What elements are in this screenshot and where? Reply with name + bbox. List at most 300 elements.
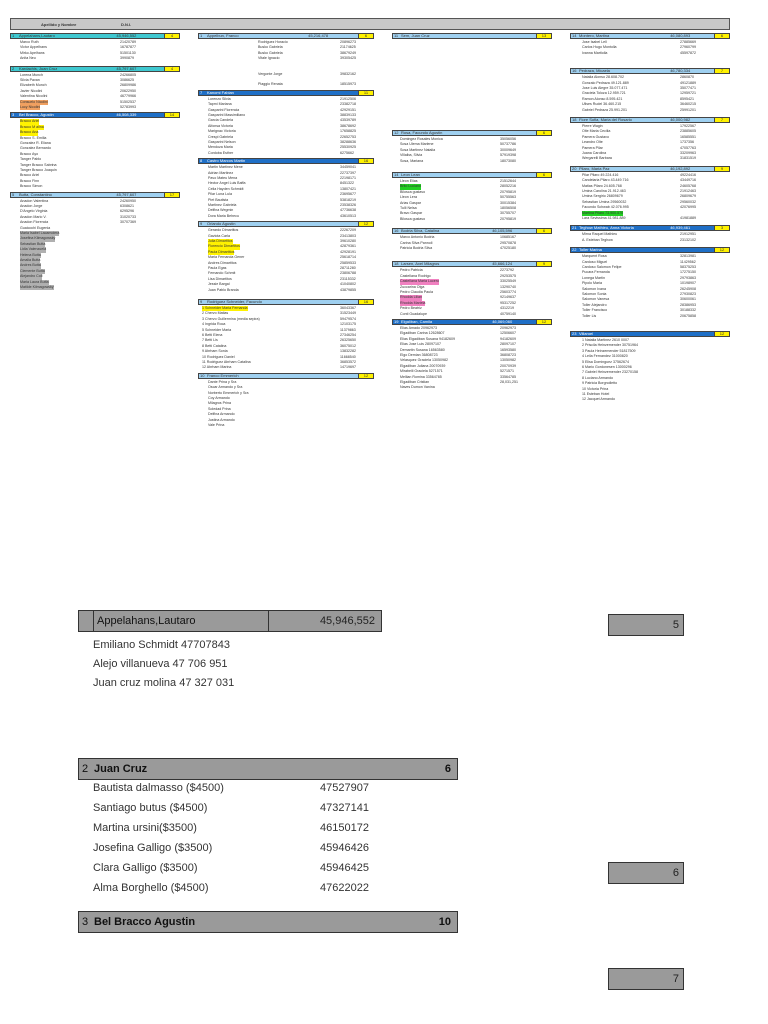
col_b-g3-count: 16	[358, 158, 374, 164]
col_d-g5_dnis-0: 21912951	[680, 232, 696, 237]
col_b-g3_items-2: Pavo Mateu Mena	[208, 176, 238, 180]
col_c-g4_dnis-2: 47025180	[500, 246, 516, 250]
col_d-g7-count: 12	[714, 331, 730, 337]
col_c-g3_items-2: Bilosca gustavo	[400, 189, 426, 194]
col_d-g7_items-9: 10 Victoria Prina	[582, 386, 609, 391]
col_d-g2_items-4: Ramon Alonso 8.595.421	[582, 96, 623, 101]
col_c-g6-bar[interactable]	[392, 319, 552, 325]
col_d-g5-name: Teghow Mathieu, Anna Victoria	[579, 225, 634, 231]
col_d-g5-bar[interactable]	[570, 225, 730, 231]
col_b-g3_items-6: Piet Bautista	[208, 197, 229, 202]
col_d-g3-name: Fiore Sofia, Maria del Rosario	[579, 117, 632, 122]
col_c-g6_items-9: Mellian Romina 33564785	[400, 374, 442, 379]
col_c-g5-dni: 45,666,124	[492, 261, 513, 267]
col_d-g3_items-3: Leandro Olte	[582, 140, 603, 145]
col_d-g5-count: 3	[714, 225, 730, 231]
col_a-g4_items-14: Alejandro Coll	[20, 274, 43, 279]
col_a-g3_items-10: Bracco Ariel	[20, 173, 40, 178]
col_a-g3-count: 14	[164, 112, 180, 118]
col_b-g1_extra-0: Vergonte Jorge	[258, 71, 283, 76]
col_c-g1-bar[interactable]	[392, 33, 552, 39]
col_b-g1_extra-2: Plaggio Renata	[258, 82, 283, 87]
col_d-g3_dnis-3: 1737356	[680, 140, 694, 145]
col_c-g6_items-3: Elias Jose Luis 28097107	[400, 342, 441, 347]
col_b-g2_dnis-8: 38288636	[340, 140, 356, 144]
col_d-g4_dnis-2: 24605768	[680, 183, 696, 188]
col_c-g6_items-10: Elgadiban Cristian	[400, 380, 430, 384]
col_c-g2-name: Rosa, Facundo Agustin	[401, 130, 443, 135]
col_b-g2_dnis-0: 21912506	[340, 96, 356, 101]
col_d-g7_items-11: 12 Jacquet Armando	[582, 397, 615, 402]
col_b-g3_dnis-1: 22737397	[340, 170, 356, 175]
col_d-g6_dnis-9: 28386953	[680, 302, 696, 307]
col_b-g3_dnis-0: 34459041	[340, 165, 356, 170]
col_d-g7-bar[interactable]	[570, 331, 730, 337]
header-dni: D.N.I.	[121, 22, 132, 27]
col_c-g3_dnis-7: 20795819	[500, 216, 516, 221]
col_a-g4_items-15: Maria Laura Butta	[20, 279, 49, 284]
zoom-group-1-num-cell	[78, 610, 94, 632]
col_d-g4_dnis-1: 43449716	[680, 178, 696, 183]
col_c-g4-bar[interactable]	[392, 228, 552, 234]
col_d-g7_items-2: 3 Paula Heinzemender 51817509	[582, 348, 636, 353]
col_a-g4_dnis-4: 30707369	[120, 220, 136, 225]
col_b-g4_dnis-6: 25859533	[340, 260, 356, 265]
col_d-g5_items-0: Mirna Raquel Mathieu	[582, 232, 618, 237]
col_c-g5_dnis-2: 33025549	[500, 279, 516, 284]
col_c-g2_items-2: Sosa Martinez Natalia	[400, 147, 436, 152]
col_c-g6_dnis-8: 5271571	[500, 369, 514, 374]
col_b-g4_items-2: Julia Dimartitos	[208, 239, 233, 243]
col_b-g4_dnis-8: 23806788	[340, 271, 356, 276]
col_b-g2_dnis-1: 23382718	[340, 102, 356, 107]
col_a-g3_items-9: Tanger Bracco Joaquin	[20, 168, 57, 172]
col_c-g3-bar[interactable]	[392, 172, 552, 178]
col_b-g6_items-5: Soledad Prina	[208, 406, 231, 411]
col_d-g4_items-1: Candelaria Pilaro 43.449.716	[582, 178, 629, 183]
col_b-g4_dnis-5: 25618714	[340, 255, 356, 260]
col_a-g2_items-4: Valentina Nicolini	[20, 94, 48, 99]
col_b-g1_items-1: Busko Gabriela	[258, 45, 283, 50]
col_a-g1-num: 1	[12, 33, 15, 38]
col_a-g2-num: 2	[12, 65, 15, 71]
col_d-g1-num: 14	[572, 33, 577, 38]
col_b-g2_dnis-3: 38839133	[340, 113, 356, 117]
col_b-g4_items-7: Paula Egas	[208, 266, 227, 270]
col_b-g2-num: 7	[200, 89, 203, 95]
col_c-g5_items-1: Castellana Rodrigo	[400, 273, 431, 278]
col_b-g2_dnis-6: 17658825	[340, 129, 356, 134]
col_b-g5_dnis-8: 13832282	[340, 349, 356, 354]
col_c-g3_items-1: Brito Luciano	[400, 184, 421, 189]
col_c-g3_items-5: Tulli Nelsa	[400, 206, 417, 210]
col_d-g4_items-5: Sebastian Umina 29560032	[582, 199, 627, 204]
col_c-g3_items-6: Bravo Gaspar	[400, 211, 423, 216]
col_d-g6_dnis-7: 27930823	[680, 292, 696, 296]
col_a-g4_items-16: Matilde Kilmagowsky	[20, 285, 54, 289]
col_d-g1_dnis-1: 27960799	[680, 45, 696, 50]
col_d-g4_dnis-5: 29560032	[680, 199, 696, 204]
col_d-g4_items-8: Lara Sevissima 41.981.889	[582, 216, 626, 220]
col_c-g4_items-0: Marco Antonio Bodria	[400, 235, 435, 240]
col_b-g3-bar[interactable]	[198, 158, 374, 164]
col_b-g2-name: Kanomi Fabian	[207, 89, 234, 95]
col_a-g2-name: Kardachis, Juan Cruz	[19, 65, 58, 71]
col_a-g3_items-2: Bracco Ana	[20, 130, 39, 135]
col_c-g6-dni: 46,069,060	[492, 319, 513, 324]
col_c-g3_dnis-5: 18056508	[500, 206, 516, 210]
col_c-g2_dnis-2: 30009649	[500, 147, 516, 152]
col_a-g2_items-6: Lucy Nicolini	[20, 105, 41, 109]
col_c-g3_dnis-0: 21512644	[500, 179, 516, 183]
zoom-group-3-num: 3	[82, 916, 89, 928]
col_b-g2_items-0: Lorenzo Silvia	[208, 96, 231, 101]
col_d-g4_dnis-3: 21912463	[680, 189, 696, 193]
col_d-g6_dnis-0: 32813981	[680, 254, 696, 259]
header-name: Apellido y Nombre	[41, 22, 77, 27]
col_a-g3-bar[interactable]	[10, 112, 180, 118]
col_d-g1_dnis-0: 27885669	[680, 40, 696, 44]
col_a-g2_items-1: Silvia Pavan	[20, 78, 40, 82]
col_d-g3-bar[interactable]	[570, 117, 730, 123]
col_b-g5_items-7: 8 Betti Catalina	[202, 343, 227, 348]
col_b-g4_dnis-1: 23413803	[340, 233, 356, 238]
col_d-g6_items-1: Cardoso Miguel	[582, 259, 608, 264]
col_b-g3_dnis-2: 22198171	[340, 176, 356, 180]
zoom-g2-item-5: Alma Borghello ($4500)	[93, 882, 209, 894]
col_b-g2_items-3: Gasparini Massimiliano	[208, 113, 246, 117]
col_b-g4_items-6: Andres Dimartitos	[208, 260, 237, 265]
col_c-g3-count: 6	[536, 172, 552, 178]
col_b-g4-bar[interactable]	[198, 221, 374, 227]
col_b-g4_dnis-0: 22267209	[340, 228, 356, 233]
col_c-g5_items-8: Conti Guadalupe	[400, 311, 427, 316]
col_b-g3_dnis-7: 23538326	[340, 203, 356, 207]
col_d-g7-num: 23	[572, 331, 577, 336]
col_c-g6_items-8: Mirabelli Graciela 5271571	[400, 369, 443, 374]
col_c-g5_items-7: Pedro Beatriz	[400, 306, 422, 311]
col_d-g6_dnis-6: 26245908	[680, 286, 696, 291]
col_d-g4_items-7: Martina Pilaro 73.900.570	[582, 210, 624, 215]
zoom-group-3-count: 10	[438, 916, 451, 928]
col_d-g3_dnis-4: 47057763	[680, 145, 696, 150]
col_b-g3_items-5: Pilar Luna Lula	[208, 192, 232, 197]
col_b-g1_extra_dnis-2: 18515973	[340, 82, 356, 87]
col_d-g3-dni: 46,000,982	[670, 117, 691, 122]
col_a-g1_dnis-0: 21420789	[120, 40, 136, 44]
col_b-g4_items-8: Fernando Schmit	[208, 271, 236, 276]
sheet-header	[10, 18, 730, 30]
col_b-g6_items-7: Justina Armando	[208, 417, 235, 422]
col_c-g5_items-6: Rhodda Mariela	[400, 300, 426, 305]
zoom-g2-item-2: Martina ursini($3500)	[93, 822, 197, 834]
col_d-g2_items-1: Gonzalo Pedraza 49.121.889	[582, 80, 629, 85]
col_c-g2-count: 6	[536, 130, 552, 136]
col_d-g6_items-2: Cardoso Salomon Felipe	[582, 265, 622, 269]
col_c-g6_items-7: Elgadiban Juliana 20070939	[400, 363, 446, 368]
zoom-group-2-bar[interactable]	[78, 758, 458, 780]
col_b-g5-bar[interactable]	[198, 299, 374, 305]
col_c-g2_dnis-0: 35056056	[500, 137, 516, 141]
zoom-g2-dni-5: 47622022	[320, 882, 369, 894]
spreadsheet-thumbnail	[10, 18, 730, 427]
col_c-g3_dnis-3: 50755563	[500, 195, 516, 200]
col_d-g7_items-1: 2 Priscila Heinzemender 30751964	[582, 343, 638, 348]
col_b-g5_items-10: 11 Rodriguez Abrham Catalina	[202, 360, 251, 364]
col_b-g2_items-9: Mendoza Maria	[208, 145, 233, 150]
col_d-g3_dnis-0: 17922567	[680, 124, 696, 128]
col_d-g4-count: 9	[714, 166, 730, 172]
col_d-g6-count: 12	[714, 247, 730, 253]
col_d-g4_dnis-4: 26809679	[680, 194, 696, 199]
col_b-g2_dnis-5: 38678692	[340, 123, 356, 128]
col_d-g6-num: 22	[572, 247, 577, 253]
col_d-g6_items-8: Salomon Vanesa	[582, 297, 610, 302]
col_d-g1-bar[interactable]	[570, 33, 730, 39]
col_d-g6_dnis-10: 30188332	[680, 308, 696, 313]
col_b-g2_dnis-7: 22652753	[340, 134, 356, 139]
col_c-g6-name: Elgaliban, Camila	[401, 319, 433, 324]
col_d-g6_dnis-2: 58375253	[680, 265, 696, 269]
col_c-g4_items-1: Carina Silva Pannoli	[400, 240, 433, 245]
col_d-g4-num: 20	[572, 165, 577, 171]
col_a-g1_dnis-3: 3990879	[120, 56, 134, 61]
col_d-g1_dnis-2: 45597872	[680, 50, 696, 55]
col_b-g5_dnis-2: 59479574	[340, 316, 356, 321]
col_a-g1-name: Appelahans,Lautaro	[19, 33, 55, 38]
col_c-g5-count: 9	[536, 261, 552, 267]
col_c-g5-num: 18	[394, 261, 399, 267]
col_c-g6_dnis-10: 28,031,251	[500, 380, 518, 384]
col_c-g3_dnis-6: 30755707	[500, 211, 516, 216]
col_c-g6_dnis-6: 13050982	[500, 358, 516, 363]
col_d-g2_items-3: Graciela Toloza 12.959.721	[582, 91, 626, 96]
col_b-g2-bar[interactable]	[198, 90, 374, 96]
col_d-g1-count: 6	[714, 33, 730, 39]
col_a-g4_items-2: D'Angelo Virginia	[20, 209, 48, 214]
col_a-g2-dni: 45,797,607	[116, 65, 137, 71]
col_c-g2_dnis-3: 57919398	[500, 153, 516, 158]
col_d-g3_items-0: Pierre Wagin	[582, 124, 603, 128]
col_d-g5-dni: 46,939,461	[670, 225, 691, 231]
col_b-g5_items-0: 1 Schneider Maria Fernanda	[202, 306, 248, 310]
col_b-g1-name: Appelbun, Franco	[207, 33, 239, 38]
col_d-g6_dnis-8: 30600061	[680, 297, 696, 302]
col_d-g1_items-0: Jose Isabel Lell	[582, 40, 607, 44]
col_a-g1_items-2: Mirko Apelhans	[20, 50, 45, 55]
col_a-g3_items-5: Gonzalez Bernardo	[20, 146, 51, 151]
col_a-g2-count: 4	[164, 66, 180, 72]
col_b-g4_items-9: Lisa Dimartitos	[208, 276, 232, 281]
col_d-g6_items-4: Lonega Martin	[582, 275, 605, 280]
col_b-g2_items-2: Gasparini Florencia	[208, 107, 240, 112]
col_b-g1_dnis-3: 39305425	[340, 56, 356, 61]
col_a-g4_items-7: Josefina Kilmagowsky	[20, 236, 56, 241]
col_c-g6_dnis-0: 20962973	[500, 326, 516, 330]
col_b-g3_items-3: Hector Angel Luis Baffa	[208, 181, 246, 186]
col_a-g2_items-2: Elizabeth Munch	[20, 83, 47, 88]
col_b-g4_dnis-3: 42879361	[340, 244, 356, 249]
zoom-group-3-bar[interactable]	[78, 911, 458, 933]
col_a-g2_items-0: Lorena Munch	[20, 72, 43, 77]
col_c-g3_items-3: Lleon Lera	[400, 195, 417, 200]
col_d-g1-dni: 46,080,893	[670, 33, 691, 38]
col_b-g1-bar[interactable]	[198, 33, 374, 39]
col_c-g1-count: 13	[536, 33, 552, 39]
col_d-g4_items-6: Facundo Schwab 42.076.995	[582, 205, 629, 210]
col_a-g1_dnis-1: 16787877	[120, 45, 136, 50]
col_b-g4-count: 12	[358, 221, 374, 227]
col_b-g4_dnis-10: 41040802	[340, 282, 356, 287]
col_d-g6_items-5: Pipolo Maria	[582, 281, 602, 286]
col_d-g5_dnis-1: 23132102	[680, 237, 696, 242]
col_b-g2_dnis-9: 25530925	[340, 145, 356, 150]
col_d-g4-bar[interactable]	[570, 166, 730, 172]
col_a-g3_items-12: Bracco Simon	[20, 184, 43, 189]
col_d-g6_items-6: Salomon Ivana	[582, 286, 606, 291]
col_d-g4-name: Pilaro, Maria Paz	[579, 165, 610, 171]
col_c-g5_items-3: Zuccarina Olga	[400, 284, 425, 289]
col_b-g4_items-0: Gerardo Dimartitos	[208, 228, 239, 233]
col_d-g6_items-9: Toller Alejandro	[582, 302, 607, 307]
col_b-g5_dnis-7: 36075012	[340, 343, 356, 348]
col_c-g6_items-2: Elias Elgadiban Susana 94182609	[400, 336, 455, 341]
col_c-g4_dnis-0: 10685167	[500, 235, 516, 240]
col_c-g5_dnis-0: 2273792	[500, 268, 514, 273]
col_a-g4_items-6: Maria Isabel Lacamoiera	[20, 231, 60, 235]
zoom-group-1-dni: 45,946,552	[268, 610, 382, 632]
col_c-g4-dni: 46,105,596	[492, 228, 513, 234]
col_d-g4_items-3: Umina Carolina 21.912.463	[582, 189, 626, 193]
col_c-g5-name: Larsen, Axel Milagros	[401, 261, 440, 267]
col_c-g5_dnis-4: 25603774	[500, 290, 516, 294]
col_b-g6_items-6: Delfina Armando	[208, 412, 235, 417]
col_b-g1-dni: 45,216,478	[308, 33, 329, 38]
col_a-g4-bar[interactable]	[10, 192, 180, 198]
col_b-g6-bar[interactable]	[198, 373, 374, 379]
col_d-g5-num: 21	[572, 225, 577, 231]
col_a-g4_items-0: Anadon Valentina	[20, 198, 49, 203]
col_b-g3_dnis-4: 13807421	[340, 186, 356, 191]
col_d-g2_dnis-3: 12959721	[680, 91, 696, 96]
col_b-g3_items-9: Dora Maria Behecu	[208, 213, 239, 218]
col_b-g1_dnis-0: 20896273	[340, 40, 356, 44]
col_b-g2_items-5: Alfonsa Victoria	[208, 123, 233, 128]
col_b-g2_items-4: Garcia Candela	[208, 118, 233, 123]
col_c-g6_dnis-7: 20070939	[500, 363, 516, 368]
zoom-group-2-page: 6	[608, 862, 684, 884]
col_c-g6_items-4: Demartin Susana 16563580	[400, 347, 445, 352]
col_d-g4_dnis-6: 42076995	[680, 205, 696, 210]
col_d-g1_items-1: Carlos Hugo Montolla	[582, 45, 617, 50]
col_d-g2_items-6: Gabriel Pedraza 25.991.201	[582, 107, 627, 112]
col_d-g2-name: Pedraza, Micaela	[579, 68, 610, 74]
col_b-g6_items-4: Milagros Prina	[208, 401, 231, 406]
col_a-g2_items-3: Javier Nicolini	[20, 88, 43, 93]
zoom-g2-dni-4: 45946425	[320, 862, 369, 874]
zoom-group-1-name: Appelahans,Lautaro	[97, 615, 196, 627]
col_c-g2_items-0: Domingez Rosales Monica	[400, 137, 443, 141]
col_d-g6_dnis-3: 17275150	[680, 270, 696, 275]
col_b-g2_items-10: Cordoba Esther	[208, 150, 234, 155]
col_d-g2-bar[interactable]	[570, 68, 730, 74]
col_b-g5_items-11: 12 Abrham Marina	[202, 365, 232, 370]
col_b-g2-count: 11	[358, 90, 374, 96]
col_a-g4_dnis-2: 6295296	[120, 209, 134, 214]
col_c-g5_items-5: Rhodda Lilian	[400, 295, 422, 300]
col_d-g3_dnis-1: 23885605	[680, 129, 696, 134]
col_b-g1_dnis-2: 38679249	[340, 50, 356, 55]
col_b-g6_items-8: Vale Prina	[208, 423, 225, 427]
col_d-g4-dni: 46,192,892	[670, 165, 691, 171]
col_c-g2-bar[interactable]	[392, 130, 552, 136]
col_d-g2_items-2: Jose Luis Alegre 35.077.471	[582, 86, 628, 90]
col_b-g5_dnis-1: 31523449	[340, 311, 356, 316]
col_a-g3-dni: 46,508,339	[116, 112, 137, 118]
col_c-g5_dnis-8: 40759140	[500, 311, 516, 316]
col_d-g6-bar[interactable]	[570, 247, 730, 253]
col_b-g5_items-3: 4 Ingrida Roca	[202, 322, 226, 327]
col_b-g5_items-4: 5 Schneider Maria	[202, 327, 232, 332]
col_d-g4_dnis-8: 41981889	[680, 216, 696, 220]
col_d-g6_dnis-1: 11429562	[680, 259, 696, 264]
col_d-g7-name: Villaroel	[579, 331, 594, 336]
col_b-g3_items-1: Adrian Martinez	[208, 170, 234, 175]
col_d-g6_dnis-4: 29793863	[680, 275, 696, 280]
col_b-g5_items-9: 10 Rodriguez Daniel	[202, 354, 235, 359]
col_b-g5_dnis-11: 14719697	[340, 365, 356, 370]
col_d-g7_items-0: 1 Natalia Martinez 2610 0007	[582, 338, 629, 342]
col_c-g5_dnis-3: 13290740	[500, 284, 516, 289]
col_d-g7_items-6: 7 Gabriel Heinzemender 23270158	[582, 370, 638, 375]
col_b-g5-num: 9	[200, 299, 203, 304]
col_c-g4-num: 16	[394, 228, 399, 234]
zoom-g1-item-1: Alejo villanueva 47 706 951	[93, 658, 228, 670]
col_d-g3-count: 7	[714, 117, 730, 123]
col_a-g1-bar[interactable]	[10, 33, 180, 39]
col_c-g6_dnis-4: 16593580	[500, 347, 516, 352]
col_d-g3_items-2: Pamera Gustavo	[582, 134, 609, 139]
col_a-g4_items-12: Andres Butta	[20, 263, 41, 268]
col_b-g4-num: 9	[200, 221, 203, 227]
col_a-g4_items-1: Anadon Jorge	[20, 204, 43, 208]
col_a-g4_dnis-1: 6308621	[120, 204, 134, 208]
col_a-g2-bar[interactable]	[10, 66, 180, 72]
col_c-g5_dnis-6: 95317252	[500, 300, 516, 305]
col_d-g3_dnis-6: 31831519	[680, 156, 696, 161]
col_c-g5-bar[interactable]	[392, 261, 552, 267]
col_d-g6-name: Toller Marina	[579, 247, 602, 253]
zoom-g2-item-3: Josefina Galligo ($3500)	[93, 842, 213, 854]
col_d-g3_items-4: Pamera Pilar	[582, 145, 603, 150]
col_d-g6_items-7: Salomon Sonia	[582, 292, 607, 296]
col_b-g4_dnis-4: 42928191	[340, 249, 356, 254]
col_a-g1_items-3: Anita Neu	[20, 56, 36, 61]
col_a-g4-count: 17	[164, 192, 180, 198]
col_d-g7_items-3: 4 Leila Fernandez 31000820	[582, 354, 628, 359]
col_c-g6_dnis-5: 36808723	[500, 353, 516, 357]
col_d-g4_items-4: Umina Sergirio 26809679	[582, 194, 623, 199]
col_a-g3_items-3: Bracco S. Emilia	[20, 135, 47, 140]
col_b-g5_dnis-3: 12103175	[340, 322, 356, 327]
col_c-g3-num: 14	[394, 172, 399, 177]
col_c-g6_dnis-2: 94182609	[500, 336, 516, 341]
col_d-g2_dnis-6: 25991201	[680, 107, 696, 112]
col_b-g6_items-0: Dante Prina y Sra	[208, 379, 237, 384]
col_b-g2_dnis-4: 43539789	[340, 118, 356, 123]
col_a-g2_dnis-3: 20622950	[120, 88, 136, 93]
col_d-g6_items-0: Marquent Rosa	[582, 254, 607, 259]
